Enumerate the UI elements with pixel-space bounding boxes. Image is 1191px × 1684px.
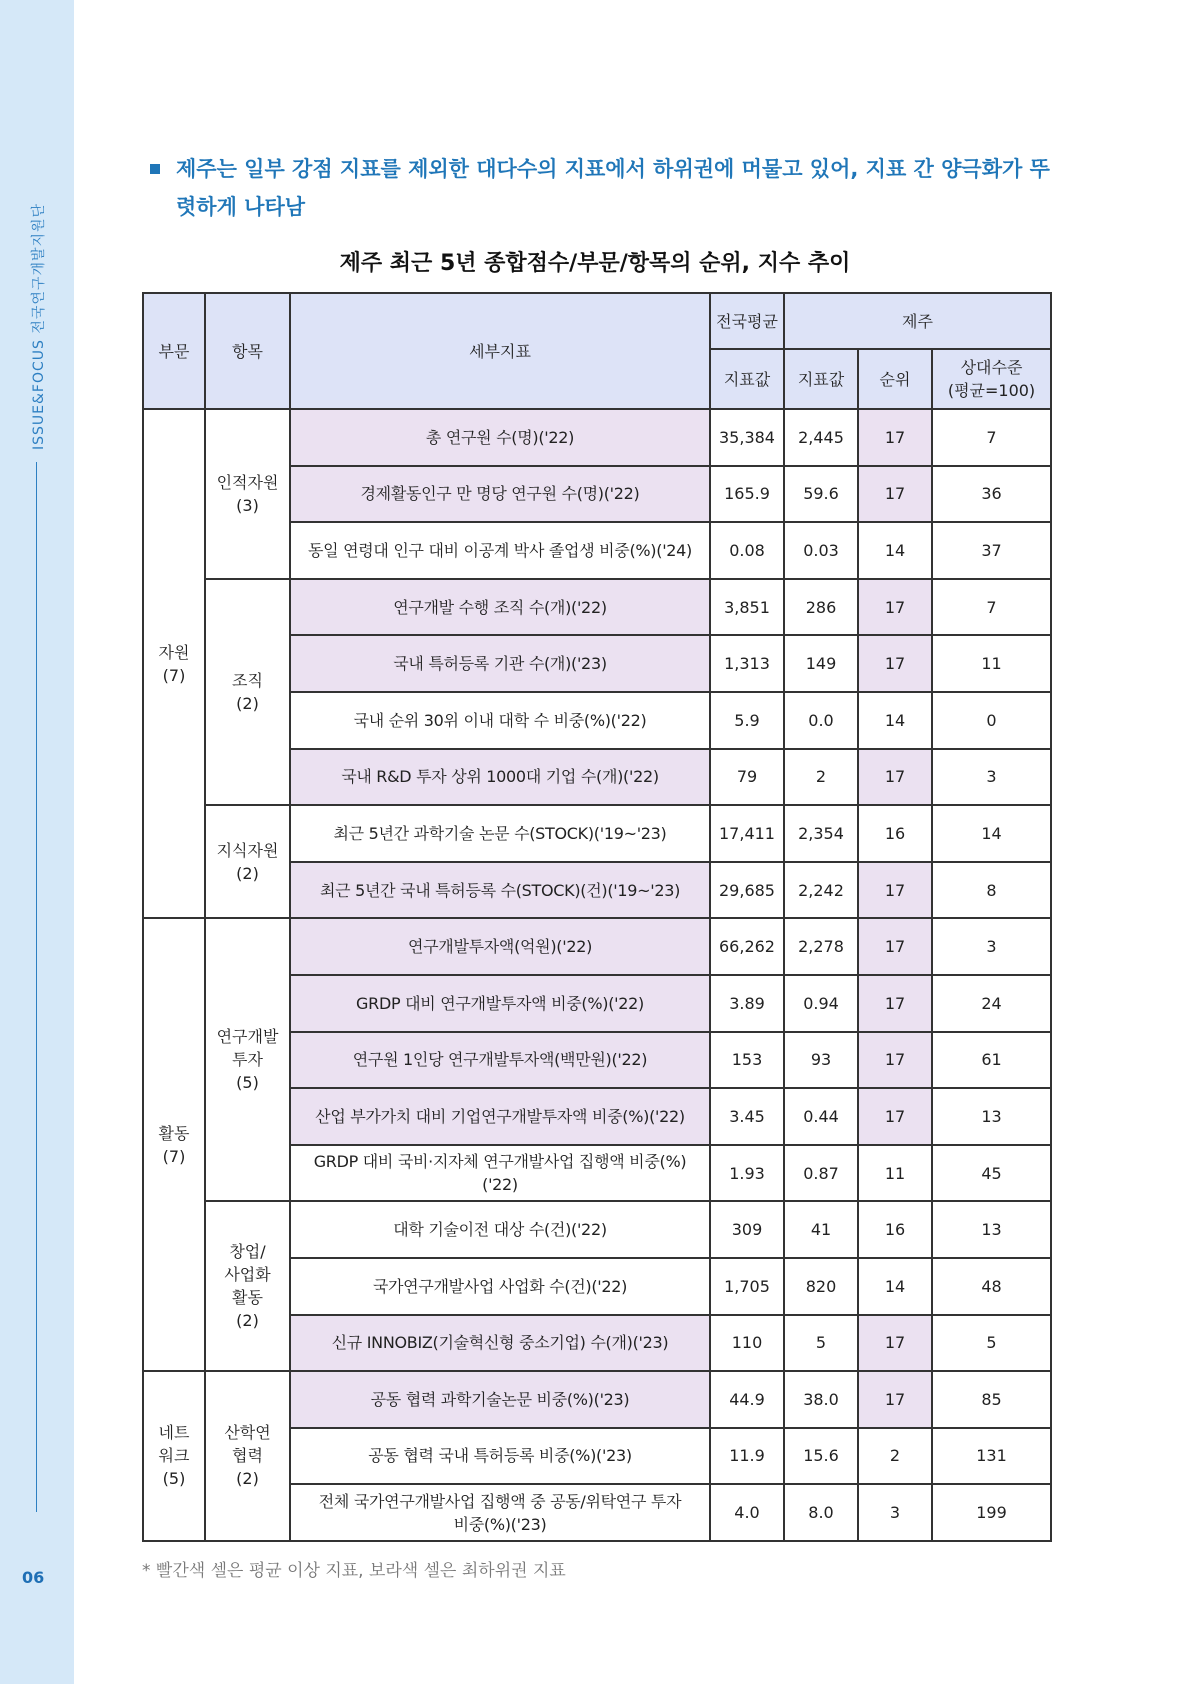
indicator-cell: 최근 5년간 국내 특허등록 수(STOCK)(건)('19~'23) [290,862,710,919]
page-number: 06 [22,1568,45,1587]
summary-text: 제주는 일부 강점 지표를 제외한 대다수의 지표에서 하위권에 머물고 있어, 지표 간 양극화가 뚜렷하게 나타남 [176,157,1050,219]
sector-cell: 네트 워크 (5) [143,1371,205,1541]
header-item: 항목 [205,293,290,409]
avg-cell: 1,313 [710,635,784,692]
rank-cell: 17 [858,1088,932,1145]
avg-cell: 110 [710,1315,784,1372]
level-cell: 7 [932,409,1051,466]
indicator-cell: 연구개발투자액(억원)('22) [290,918,710,975]
header-sector: 부문 [143,293,205,409]
sidebar-label: ISSUE&FOCUS 전국연구개발지원단 [31,202,47,450]
value-cell: 0.87 [784,1145,858,1202]
indicator-cell: 국내 특허등록 기관 수(개)('23) [290,635,710,692]
indicator-cell: 연구원 1인당 연구개발투자액(백만원)('22) [290,1032,710,1089]
level-cell: 8 [932,862,1051,919]
value-cell: 38.0 [784,1371,858,1428]
level-cell: 14 [932,805,1051,862]
header-relative-level: 상대수준 (평균=100) [932,349,1051,409]
level-cell: 5 [932,1315,1051,1372]
avg-cell: 1.93 [710,1145,784,1202]
level-cell: 13 [932,1201,1051,1258]
avg-cell: 11.9 [710,1428,784,1485]
indicator-cell: GRDP 대비 국비·지자체 연구개발사업 집행액 비중(%) ('22) [290,1145,710,1202]
indicator-cell: 최근 5년간 과학기술 논문 수(STOCK)('19~'23) [290,805,710,862]
item-cell: 지식자원 (2) [205,805,290,918]
value-cell: 15.6 [784,1428,858,1485]
table-row [143,409,1051,466]
rank-cell: 17 [858,579,932,636]
sector-cell: 활동 (7) [143,918,205,1371]
rank-cell: 16 [858,1201,932,1258]
header-avg-value: 지표값 [710,349,784,409]
table-row [143,1371,1051,1428]
rank-cell: 17 [858,409,932,466]
value-cell: 93 [784,1032,858,1089]
indicator-cell: 산업 부가가치 대비 기업연구개발투자액 비중(%)('22) [290,1088,710,1145]
rank-cell: 17 [858,1032,932,1089]
level-cell: 199 [932,1484,1051,1541]
avg-cell: 1,705 [710,1258,784,1315]
table-row [143,1201,1051,1258]
level-cell: 3 [932,918,1051,975]
value-cell: 2,242 [784,862,858,919]
rank-cell: 17 [858,635,932,692]
avg-cell: 66,262 [710,918,784,975]
avg-cell: 4.0 [710,1484,784,1541]
value-cell: 2,278 [784,918,858,975]
rank-cell: 14 [858,1258,932,1315]
avg-cell: 35,384 [710,409,784,466]
rank-cell: 17 [858,1371,932,1428]
square-bullet-icon [150,164,160,174]
avg-cell: 309 [710,1201,784,1258]
rank-cell: 17 [858,1315,932,1372]
indicator-cell: 전체 국가연구개발사업 집행액 중 공동/위탁연구 투자 비중(%)('23) [290,1484,710,1541]
header-national-avg: 전국평균 [710,293,784,349]
item-cell: 인적자원 (3) [205,409,290,579]
level-cell: 13 [932,1088,1051,1145]
item-cell: 연구개발 투자 (5) [205,918,290,1201]
rank-cell: 14 [858,522,932,579]
sector-cell: 자원 (7) [143,409,205,918]
indicator-cell: 경제활동인구 만 명당 연구원 수(명)('22) [290,466,710,523]
rank-cell: 17 [858,466,932,523]
rank-cell: 3 [858,1484,932,1541]
table-row [143,579,1051,636]
avg-cell: 5.9 [710,692,784,749]
avg-cell: 79 [710,749,784,806]
avg-cell: 44.9 [710,1371,784,1428]
level-cell: 3 [932,749,1051,806]
level-cell: 61 [932,1032,1051,1089]
rank-cell: 17 [858,749,932,806]
rank-cell: 2 [858,1428,932,1485]
sidebar-divider [36,462,37,1512]
rank-cell: 17 [858,862,932,919]
level-cell: 7 [932,579,1051,636]
rank-cell: 14 [858,692,932,749]
value-cell: 5 [784,1315,858,1372]
value-cell: 2,445 [784,409,858,466]
table-row [143,918,1051,975]
level-cell: 48 [932,1258,1051,1315]
rank-cell: 11 [858,1145,932,1202]
indicator-cell: 공동 협력 과학기술논문 비중(%)('23) [290,1371,710,1428]
rank-cell: 17 [858,975,932,1032]
value-cell: 59.6 [784,466,858,523]
indicator-cell: 총 연구원 수(명)('22) [290,409,710,466]
indicator-cell: 동일 연령대 인구 대비 이공계 박사 졸업생 비중(%)('24) [290,522,710,579]
item-cell: 창업/ 사업화 활동 (2) [205,1201,290,1371]
indicator-cell: 국내 R&D 투자 상위 1000대 기업 수(개)('22) [290,749,710,806]
avg-cell: 17,411 [710,805,784,862]
item-cell: 산학연 협력 (2) [205,1371,290,1541]
header-rank: 순위 [858,349,932,409]
level-cell: 131 [932,1428,1051,1485]
level-cell: 45 [932,1145,1051,1202]
table-title: 제주 최근 5년 종합점수/부문/항목의 순위, 지수 추이 [339,251,851,276]
avg-cell: 3.45 [710,1088,784,1145]
avg-cell: 3.89 [710,975,784,1032]
indicator-cell: 연구개발 수행 조직 수(개)('22) [290,579,710,636]
indicator-cell: GRDP 대비 연구개발투자액 비중(%)('22) [290,975,710,1032]
value-cell: 2,354 [784,805,858,862]
rank-cell: 17 [858,918,932,975]
value-cell: 8.0 [784,1484,858,1541]
value-cell: 2 [784,749,858,806]
indicator-cell: 공동 협력 국내 특허등록 비중(%)('23) [290,1428,710,1485]
level-cell: 11 [932,635,1051,692]
level-cell: 37 [932,522,1051,579]
level-cell: 36 [932,466,1051,523]
indicator-cell: 국내 순위 30위 이내 대학 수 비중(%)('22) [290,692,710,749]
header-indicator: 세부지표 [290,293,710,409]
rank-cell: 16 [858,805,932,862]
footnote: * 빨간색 셀은 평균 이상 지표, 보라색 셀은 최하위권 지표 [142,1561,566,1581]
ranking-table [142,292,1052,1542]
avg-cell: 29,685 [710,862,784,919]
item-cell: 조직 (2) [205,579,290,805]
value-cell: 0.94 [784,975,858,1032]
indicator-cell: 국가연구개발사업 사업화 수(건)('22) [290,1258,710,1315]
value-cell: 286 [784,579,858,636]
indicator-cell: 신규 INNOBIZ(기술혁신형 중소기업) 수(개)('23) [290,1315,710,1372]
value-cell: 0.44 [784,1088,858,1145]
indicator-cell: 대학 기술이전 대상 수(건)('22) [290,1201,710,1258]
value-cell: 820 [784,1258,858,1315]
header-jeju-value: 지표값 [784,349,858,409]
level-cell: 24 [932,975,1051,1032]
avg-cell: 0.08 [710,522,784,579]
level-cell: 0 [932,692,1051,749]
avg-cell: 165.9 [710,466,784,523]
value-cell: 149 [784,635,858,692]
avg-cell: 153 [710,1032,784,1089]
level-cell: 85 [932,1371,1051,1428]
value-cell: 0.03 [784,522,858,579]
summary-bullet [150,150,1070,226]
avg-cell: 3,851 [710,579,784,636]
value-cell: 41 [784,1201,858,1258]
table-row [143,805,1051,862]
value-cell: 0.0 [784,692,858,749]
header-jeju: 제주 [784,293,1051,349]
